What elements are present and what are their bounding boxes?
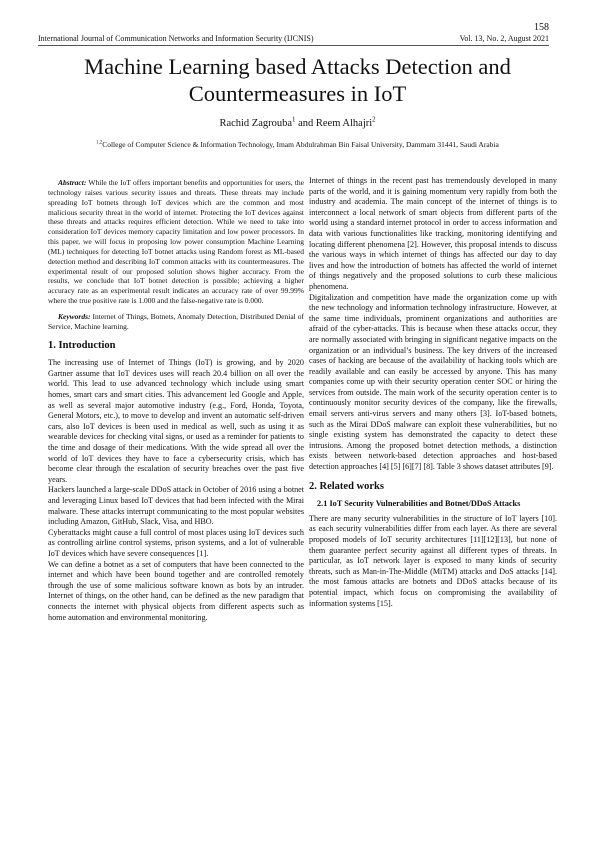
body-paragraph: The increasing use of Internet of Things (IoT) is growing, and by 2020 Gartner assume that IoT devices uses will reach 20.4 billion on all over the world. This lead to use advanced technology which include using smart homes, smart cars and smart cities. This advancement led Google and Apple, as well as several major automotive industry (e.g., Ford, Honda, Toyota, General Motors, etc.), to move to develop and invent an automatic self-driven cars, also IoT devices is been used in medical as well, such as using it as wearable devices for checking vital signs, or used as a reminder for patients to the time and dosage of their medications. With the wide spread all over the world of IoT devices they have to face a cybersecurity crisis, which has become clear through the escalation of security breaches over the past five years. xyxy=(48,358,304,484)
affiliation-text: College of Computer Science & Information Technology, Imam Abdulrahman Bin Faisal University, Dammam 31441, Saudi Arabia xyxy=(102,140,499,149)
left-column xyxy=(48,178,304,623)
body-paragraph: Digitalization and competition have made the organization come up with the new technology and information technology infrastructure. However, at the same time individuals, prominent organizations and authorities are afraid of the cyber-attacks. This is because when these attacks occur, they are normally associated with bringing in significant negative impacts on the organization or an individual’s business. The key drivers of the increased cases of hacking are because of the availability of hacking tools which are readily available and can easily be accessed by anyone. This has many companies come up with their security operation center SOC or hiring the services from outside. The main work of the security operation center is to continuously monitor security devices of the company, like the firewalls, email servers anti-virus servers and many others [3]. IoT-based botnets, such as the Mirai DDoS malware can exploit these vulnerabilities, but no single existing system has demonstrated the capacity to detect these intrusions. Among the proposed botnet detection methods, a distinction exists between network-based detection approaches and host-based detection approaches [4] [5] [6][7] [8]. Table 3 shows dataset attributes [9]. xyxy=(309,292,557,472)
author-conjunction: and xyxy=(295,118,316,129)
body-paragraph: We can define a botnet as a set of computers that have been connected to the internet and which have been bound together and are controlled remotely through the use of some malicious software known as bots by an intruder. Internet of things, on the other hand, can be defined as the new paradigm that connects the internet with physical objects from different aspects such as home automation and environmental monitoring. xyxy=(48,559,304,622)
right-column xyxy=(309,176,557,609)
keywords-paragraph xyxy=(48,312,304,332)
keywords-label: Keywords: xyxy=(58,311,91,321)
body-paragraph: There are many security vulnerabilities in the structure of IoT layers [10]. as each security vulnerabilities differ from each layer. As there are several proposed models of IoT security architectures [11][12][13], but none of them guarantee perfect security against all different types of threats. In particular, as IoT network layer is exposed to many kinds of security threats, such as Man-in-The-Middle (MiTM) attacks and DoS attacks [14]. the most famous attacks are botnets and DDoS attacks because of its potential impact, which focus on compromising the availability of information systems [15]. xyxy=(309,513,557,608)
author-name: Rachid Zagrouba xyxy=(219,118,293,129)
body-paragraph: Cyberattacks might cause a full control of most places using IoT devices such as controlling airline control systems, prison systems, and a lot of vulnerable IoT devices which have severe consequences [1]. xyxy=(48,527,304,558)
page-number: 158 xyxy=(534,22,549,33)
running-header xyxy=(38,34,549,43)
affiliation-mark: 1,2 xyxy=(96,140,103,146)
paper-title: Machine Learning based Attacks Detection and Countermeasures in IoT xyxy=(84,54,511,106)
subsection-heading: 2.1 IoT Security Vulnerabilities and Botnet/DDoS Attacks xyxy=(317,499,521,509)
author-line xyxy=(40,118,555,129)
journal-name: International Journal of Communication Networks and Information Security (IJCNIS) xyxy=(38,34,314,43)
abstract-text: While the IoT offers important benefits and opportunities for users, the technology raises various security issues and threats. These threats may include spreading IoT botnets through IoT devices which are the common and most malicious security threat in the world of internet. Protecting the IoT devices against these threats and attacks requires efficient detection. While we need to take into consideration IoT devices memory capacity limitation and low power processors. In this paper, we will focus in proposing low power consumption Machine Learning (ML) techniques for detecting IoT botnet attacks using Random forest as ML-based detection method and describing IoT common attacks with its countermeasures. The experimental result of our proposed solution shows higher accuracy. From the results, we conclude that IoT botnet detection is possible; achieving a higher accuracy rate as an experimental result indicates an accuracy rate of over 99.99% where the true positive rate is 1.000 and the false-negative rate is 0.000. xyxy=(48,178,304,306)
author-affiliation-mark: 1 xyxy=(292,116,296,124)
journal-volume: Vol. 13, No. 2, August 2021 xyxy=(459,34,549,43)
keywords-text: Internet of Things, Botnets, Anomaly Detection, Distributed Denial of Service, Machine learning. xyxy=(48,311,304,331)
body-paragraph: Hackers launched a large-scale DDoS attack in October of 2016 using a botnet and leveraging Linux based IoT devices that had been infected with the Mirai malware. These attacks interrupt communicating to the most popular websites including Amazon, GitHub, Slack, Visa, and HBO. xyxy=(48,485,304,527)
abstract-label: Abstract: xyxy=(58,178,87,187)
section-heading: 2. Related works xyxy=(309,480,384,492)
header-rule xyxy=(38,45,549,46)
abstract-paragraph xyxy=(48,178,304,306)
author-name: Reem Alhajri xyxy=(315,118,373,129)
affiliation-line xyxy=(40,140,555,149)
section-heading: 1. Introduction xyxy=(48,339,116,351)
author-affiliation-mark: 2 xyxy=(372,116,376,124)
body-paragraph: Internet of things in the recent past has tremendously developed in many parts of the world, and it is gaining momentum very rapidly from both the industry and academia. The main concept of the internet of things is to interconnect a local network of smart objects from different parts of the world using a standard internet protocol in order to access information and data with various functionalities like tracking, monitoring identifying and locating different phenomena [2]. However, this proposal intends to discuss the various ways in which internet of things has affected our day to day lives and how the introduction of botnets has affected the world of internet of things negatively and the proposed solutions to curb these malicious phenomena. xyxy=(309,176,557,291)
